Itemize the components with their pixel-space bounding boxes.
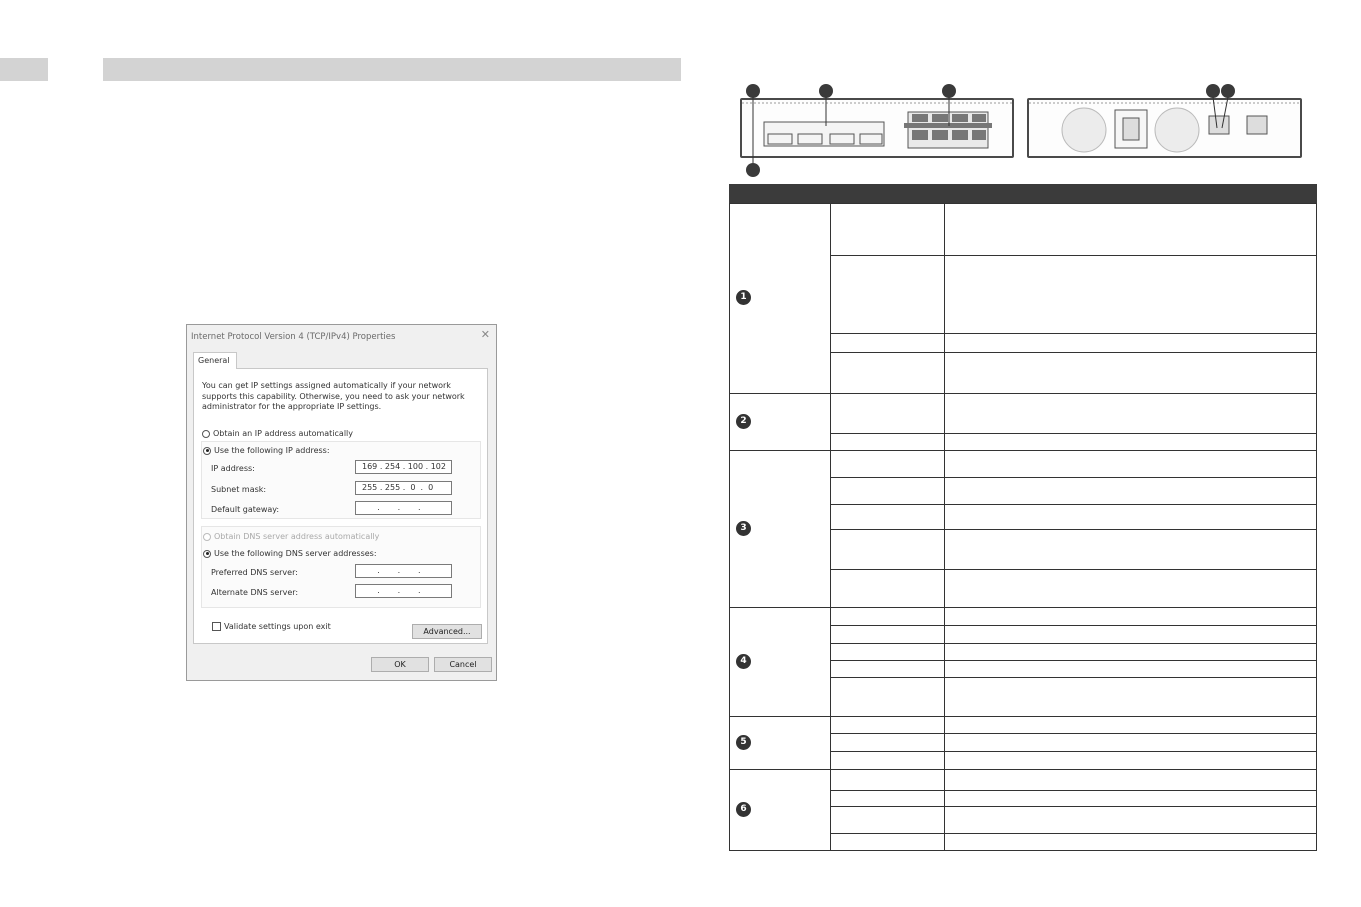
table-cell	[830, 255, 945, 334]
alternate-dns-input[interactable]: . . .	[355, 584, 452, 598]
table-cell	[830, 504, 945, 530]
table-cell	[830, 660, 945, 678]
item-number-badge: 4	[736, 654, 751, 669]
dns-manual-option[interactable]	[203, 549, 377, 558]
table-cell	[944, 333, 1317, 353]
preferred-dns-input[interactable]: . . .	[355, 564, 452, 578]
table-cell	[944, 504, 1317, 530]
preferred-dns-label: Preferred DNS server:	[211, 568, 298, 577]
table-cell	[944, 433, 1317, 451]
item-number-badge: 2	[736, 414, 751, 429]
subnet-mask-label: Subnet mask:	[211, 485, 267, 494]
table-cell	[830, 393, 945, 434]
table-cell	[830, 751, 945, 770]
table-cell	[944, 255, 1317, 334]
validate-settings-option[interactable]	[212, 622, 331, 631]
ip-address-input[interactable]: 169 . 254 . 100 . 102	[355, 460, 452, 474]
table-cell	[830, 643, 945, 661]
default-gateway-label: Default gateway:	[211, 505, 280, 514]
section-header-bar	[103, 58, 681, 81]
dns-auto-label: Obtain DNS server address automatically	[214, 532, 380, 541]
table-cell	[944, 393, 1317, 434]
table-cell	[944, 569, 1317, 608]
table-cell	[944, 769, 1317, 791]
dialog-description: You can get IP settings assigned automatically if your network supports this capability. Otherwise, you need to ask your network administrator for the appropriate IP settings.	[202, 381, 465, 411]
table-cell	[830, 769, 945, 791]
general-panel	[193, 368, 488, 644]
radio-icon[interactable]	[202, 430, 210, 438]
table-cell	[944, 677, 1317, 717]
dns-settings-group	[201, 526, 481, 608]
header-tab-block	[0, 58, 48, 81]
default-gateway-input[interactable]: . . .	[355, 501, 452, 515]
tab-general[interactable]: General	[193, 352, 237, 369]
table-cell	[830, 352, 945, 394]
item-number-badge: 1	[736, 290, 751, 305]
radio-selected-icon[interactable]	[203, 447, 211, 455]
table-cell	[830, 677, 945, 717]
table-cell	[944, 660, 1317, 678]
item-number-badge: 3	[736, 521, 751, 536]
table-cell	[830, 569, 945, 608]
table-cell	[944, 806, 1317, 834]
table-cell	[944, 790, 1317, 807]
table-cell	[830, 477, 945, 505]
table-header-bar	[729, 184, 1317, 203]
table-cell	[830, 433, 945, 451]
alternate-dns-label: Alternate DNS server:	[211, 588, 299, 597]
ip-settings-group	[201, 441, 481, 519]
advanced-button[interactable]: Advanced...	[412, 624, 482, 639]
cancel-button[interactable]: Cancel	[434, 657, 492, 672]
table-cell	[944, 716, 1317, 734]
table-cell	[830, 790, 945, 807]
table-cell	[944, 477, 1317, 505]
table-cell	[830, 733, 945, 752]
table-cell	[944, 529, 1317, 570]
table-cell	[830, 833, 945, 851]
ip-manual-label: Use the following IP address:	[214, 446, 330, 455]
table-cell	[944, 450, 1317, 478]
subnet-mask-input[interactable]: 255 . 255 . 0 . 0	[355, 481, 452, 495]
ip-address-label: IP address:	[211, 464, 255, 473]
table-cell	[944, 833, 1317, 851]
ip-auto-option[interactable]	[202, 429, 353, 438]
validate-label: Validate settings upon exit	[224, 622, 331, 631]
item-number-badge: 6	[736, 802, 751, 817]
table-cell	[944, 643, 1317, 661]
table-cell	[944, 607, 1317, 626]
table-cell	[944, 733, 1317, 752]
ip-manual-option[interactable]	[203, 446, 330, 455]
table-cell	[944, 203, 1317, 256]
table-cell	[944, 751, 1317, 770]
ipv4-properties-dialog	[186, 324, 497, 681]
table-cell	[830, 806, 945, 834]
table-cell	[830, 450, 945, 478]
table-cell	[830, 203, 945, 256]
item-number-badge: 5	[736, 735, 751, 750]
close-icon[interactable]: ✕	[480, 328, 490, 341]
ip-auto-label: Obtain an IP address automatically	[213, 429, 354, 438]
dns-manual-label: Use the following DNS server addresses:	[214, 549, 377, 558]
table-cell	[830, 607, 945, 626]
table-cell	[830, 529, 945, 570]
radio-selected-icon[interactable]	[203, 550, 211, 558]
table-cell	[830, 625, 945, 644]
ok-button[interactable]: OK	[371, 657, 429, 672]
table-cell	[830, 716, 945, 734]
table-cell	[830, 333, 945, 353]
specification-table	[729, 203, 1317, 850]
callout-lines	[740, 90, 1320, 170]
dialog-title: Internet Protocol Version 4 (TCP/IPv4) Properties	[191, 332, 396, 342]
table-cell	[944, 352, 1317, 394]
radio-disabled-icon	[203, 533, 211, 541]
dns-auto-option[interactable]	[203, 532, 379, 541]
table-cell	[944, 625, 1317, 644]
checkbox-icon[interactable]	[212, 622, 221, 631]
